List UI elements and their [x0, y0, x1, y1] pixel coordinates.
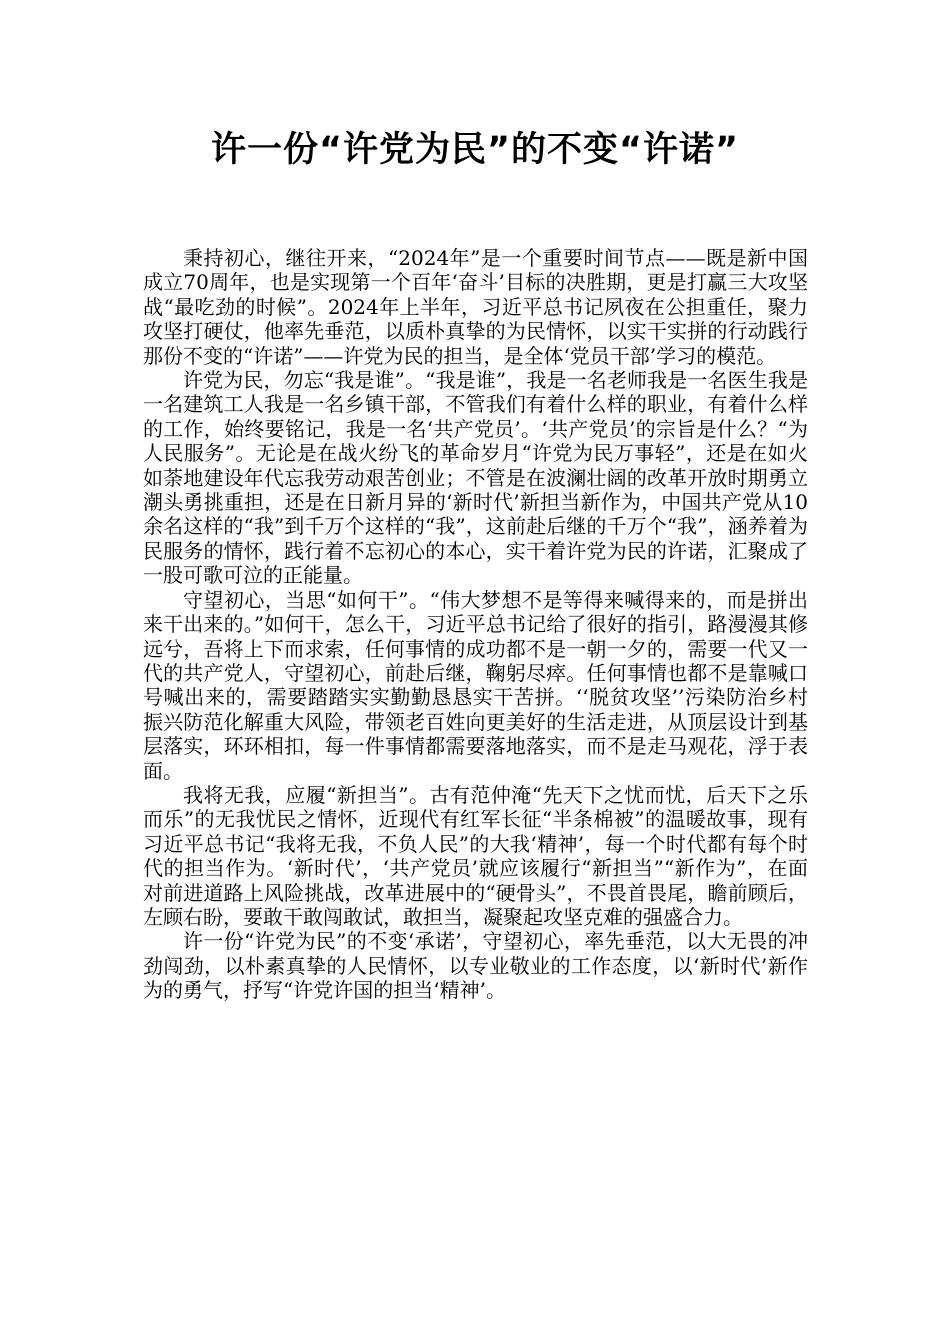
paragraph-1: 秉持初心，继往开来，“2024年”是一个重要时间节点——既是新中国成立70周年，也是实现第一个百年‘奋斗’目标的决胜期，更是打赢三大攻坚战“最吃劲的时候”。2024年上半年，习近平总书记夙夜在公担重任，聚力攻坚打硬仗，他率先垂范，以质朴真挚的为民情怀，以实干实拼的行动践行那份不变的“许诺”——许党为民的担当，是全体‘党员干部’学习的模范。 [143, 246, 808, 368]
paragraph-5: 许一份“许党为民”的不变‘承诺’，守望初心，率先垂范，以大无畏的冲劲闯劲，以朴素真挚的人民情怀，以专业敬业的工作态度，以‘新时代’新作为的勇气，抒写“许党许国的担当‘精神’。 [143, 929, 808, 1003]
paragraph-4: 我将无我，应履“新担当”。古有范仲淹“先天下之忧而忧，后天下之乐而乐”的无我忧民之情怀，近现代有红军长征“半条棉被”的温暖故事，现有习近平总书记“我将无我，不负人民”的大我‘精神’，每一个时代都有每个时代的担当作为。‘新时代’，‘共产党员’就应该履行“新担当”“新作为”，在面对前进道路上风险挑战，改革进展中的“硬骨头”，不畏首畏尾，瞻前顾后，左顾右盼，要敢干敢闯敢试，敢担当，凝聚起攻坚克难的强盛合力。 [143, 782, 808, 929]
paragraph-2: 许党为民，勿忘“我是谁”。“我是谁”，我是一名老师我是一名医生我是一名建筑工人我是一名乡镇干部，不管我们有着什么样的职业，有着什么样的工作，始终要铭记，我是一名‘共产党员’。‘共产党员’的宗旨是什么？“为人民服务”。无论是在战火纷飞的革命岁月“许党为民万事轻”，还是在如火如荼地建设年代忘我劳动艰苦创业；不管是在波澜壮阔的改革开放时期勇立潮头勇挑重担，还是在日新月异的‘新时代’新担当新作为，中国共产党从10余名这样的“我”到千万个这样的“我”，这前赴后继的千万个“我”，涵养着为民服务的情怀，践行着不忘初心的本心，实干着许党为民的许诺，汇聚成了一股可歌可泣的正能量。 [143, 368, 808, 588]
document-title: 许一份“许党为民”的不变“许诺” [210, 130, 739, 170]
paragraph-3: 守望初心，当思“如何干”。“伟大梦想不是等得来喊得来的，而是拼出来干出来的。”如何干，怎么干，习近平总书记给了很好的指引，路漫漫其修远兮，吾将上下而求索，任何事情的成功都不是一朝一夕的，需要一代又一代的共产党人，守望初心，前赴后继，鞠躬尽瘁。任何事情也都不是靠喊口号喊出来的，需要踏踏实实勤勤恳恳实干苦拼。‘‘脱贫攻坚’’污染防治乡村振兴防范化解重大风险，带领老百姓向更美好的生活走进，从顶层设计到基层落实，环环相扣，每一件事情都需要落地落实，而不是走马观花，浮于表面。 [143, 587, 808, 783]
document-body [143, 246, 808, 1003]
